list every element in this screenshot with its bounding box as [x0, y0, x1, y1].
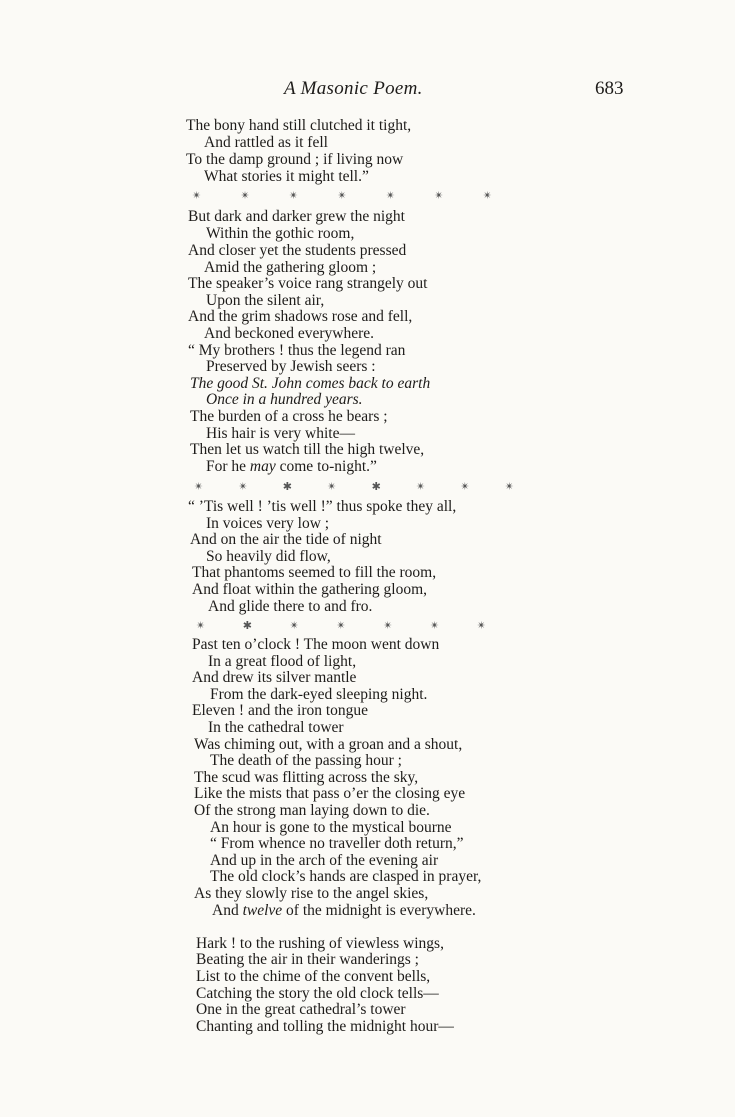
poem-line: The scud was flitting across the sky, [194, 769, 419, 786]
poem-line: Then let us watch till the high twelve, [190, 441, 425, 458]
star-ornament: ✴ [192, 190, 202, 202]
poem-line: Beating the air in their wanderings ; [196, 951, 419, 968]
poem-line: But dark and darker grew the night [188, 208, 405, 225]
poem-line: From the dark-eyed sleeping night. [210, 686, 428, 703]
poem-line: One in the great cathedral’s tower [196, 1001, 406, 1018]
poem-line: His hair is very white— [206, 425, 355, 442]
star-ornament: ✴ [327, 481, 337, 493]
star-ornament: ✱ [371, 481, 381, 493]
poem-line: Amid the gathering gloom ; [204, 259, 377, 276]
poem-line: And float within the gathering gloom, [192, 581, 428, 598]
poem-line: Upon the silent air, [206, 292, 325, 309]
poem-line: Hark ! to the rushing of viewless wings, [196, 935, 444, 952]
poem-line: The speaker’s voice rang strangely out [188, 275, 428, 292]
star-ornament: ✴ [383, 620, 393, 632]
poem-line: In a great flood of light, [208, 653, 357, 670]
running-title: A Masonic Poem. [284, 78, 423, 99]
star-ornament: ✴ [460, 481, 470, 493]
poem-line: Preserved by Jewish seers : [206, 358, 376, 375]
star-ornament: ✴ [238, 481, 248, 493]
star-ornament: ✴ [337, 190, 347, 202]
poem-line: Within the gothic room, [206, 225, 355, 242]
poem-line: Eleven ! and the iron tongue [192, 702, 369, 719]
poem-line: Of the strong man laying down to die. [194, 802, 430, 819]
star-ornament: ✴ [289, 620, 299, 632]
page-header [0, 78, 735, 102]
poem-line: In the cathedral tower [208, 719, 344, 736]
poem-line: Was chiming out, with a groan and a shout, [194, 736, 463, 753]
italic-word: may [249, 458, 276, 475]
poem-line-italic: The good St. John comes back to earth [190, 375, 431, 392]
poem-line: The death of the passing hour ; [210, 752, 402, 769]
star-ornament: ✱ [242, 620, 253, 632]
poem-line-with-italic: For he may come to-night.” [206, 458, 377, 475]
poem-line: So heavily did flow, [206, 548, 331, 565]
star-ornament: ✴ [434, 190, 444, 202]
italic-word: twelve [242, 902, 283, 919]
star-ornament: ✴ [415, 481, 426, 493]
poem-line: The bony hand still clutched it tight, [186, 117, 412, 134]
star-ornament: ✴ [385, 190, 396, 202]
poem-line: As they slowly rise to the angel skies, [194, 885, 429, 902]
star-ornament: ✴ [194, 481, 204, 493]
poem-line: What stories it might tell.” [204, 168, 369, 185]
poem-line: “ My brothers ! thus the legend ran [188, 342, 406, 359]
poem-line: And on the air the tide of night [190, 531, 382, 548]
star-ornament: ✴ [482, 190, 492, 202]
section-break-stars [192, 189, 492, 203]
poem-line: Chanting and tolling the midnight hour— [196, 1018, 454, 1035]
poem-line: Catching the story the old clock tells— [196, 985, 439, 1002]
poem-line: And beckoned everywhere. [204, 325, 374, 342]
star-ornament: ✱ [282, 481, 292, 493]
star-ornament: ✴ [336, 620, 346, 632]
section-break-stars [194, 480, 514, 494]
poem-line-with-italic: And twelve of the midnight is everywhere. [212, 902, 476, 919]
poem-line-italic: Once in a hundred years. [206, 391, 363, 408]
poem-line: That phantoms seemed to fill the room, [192, 564, 437, 581]
poem-line: And the grim shadows rose and fell, [188, 308, 413, 325]
poem-line: And drew its silver mantle [192, 669, 357, 686]
poem-line: The old clock’s hands are clasped in prayer, [210, 868, 482, 885]
poem-line: And rattled as it fell [204, 134, 328, 151]
poem-line: To the damp ground ; if living now [186, 151, 404, 168]
poem-line: And closer yet the students pressed [188, 242, 407, 259]
star-ornament: ✴ [240, 190, 250, 202]
poem-line: And up in the arch of the evening air [210, 852, 439, 869]
star-ornament: ✴ [288, 190, 299, 202]
poem-line: The burden of a cross he bears ; [190, 408, 388, 425]
page-number: 683 [595, 78, 624, 99]
star-ornament: ✴ [196, 620, 206, 632]
poem-line: “ From whence no traveller doth return,” [210, 835, 464, 852]
star-ornament: ✴ [476, 620, 486, 632]
poem-line: Past ten o’clock ! The moon went down [192, 636, 440, 653]
poem-line: In voices very low ; [206, 515, 330, 532]
poem-line: List to the chime of the convent bells, [196, 968, 431, 985]
star-ornament: ✴ [504, 481, 514, 493]
section-break-stars [196, 619, 486, 633]
star-ornament: ✴ [429, 620, 440, 632]
poem-line: “ ’Tis well ! ’tis well !” thus spoke they all, [188, 498, 457, 515]
poem-line: An hour is gone to the mystical bourne [210, 819, 452, 836]
poem-line: And glide there to and fro. [208, 598, 373, 615]
poem-line: Like the mists that pass o’er the closing eye [194, 785, 466, 802]
